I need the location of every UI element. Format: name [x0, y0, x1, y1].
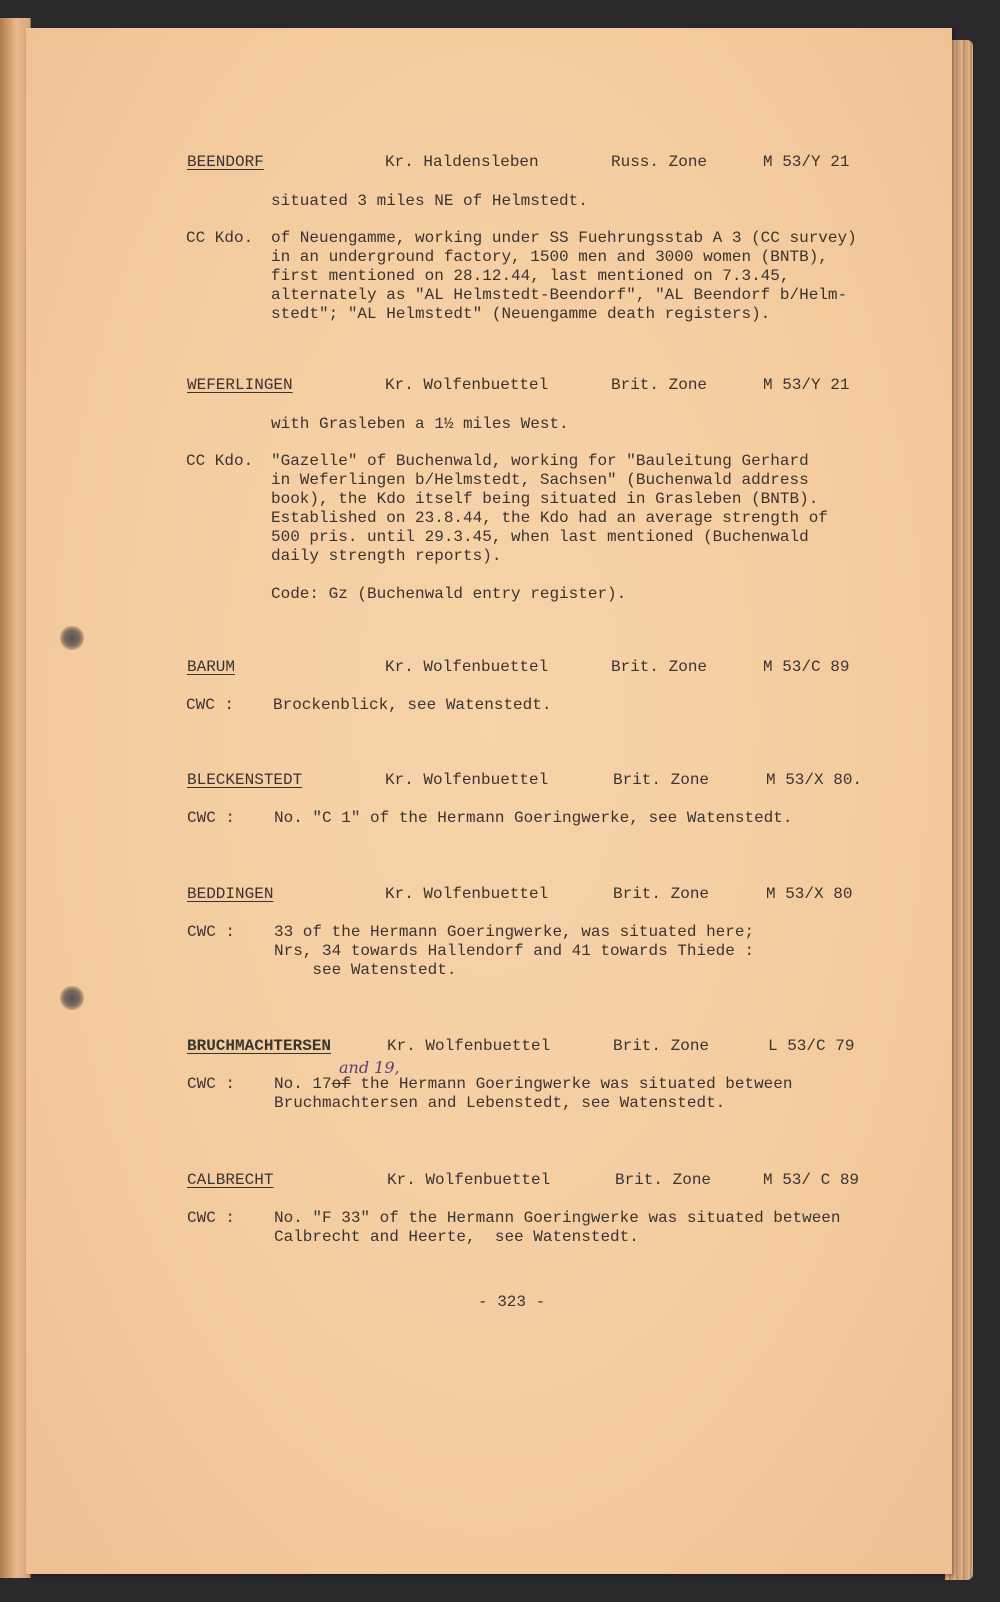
entry-label: CWC :: [187, 923, 236, 941]
district: Kr. Haldensleben: [385, 153, 539, 171]
entry-text: Brockenblick, see Watenstedt.: [273, 696, 552, 714]
entry-text-line1: No. 17of the Hermann Goeringwerke was situated between: [274, 1075, 793, 1093]
zone: Russ. Zone: [611, 153, 708, 171]
district: Kr. Wolfenbuettel: [387, 1171, 551, 1189]
map-reference: M 53/ C 89: [763, 1171, 860, 1189]
entry-label: CWC :: [187, 1075, 236, 1093]
punch-hole-icon: [60, 986, 84, 1010]
place-name: BEDDINGEN: [187, 885, 274, 903]
code-line: Code: Gz (Buchenwald entry register).: [271, 585, 627, 603]
entry-label: CC Kdo.: [186, 452, 254, 470]
district: Kr. Wolfenbuettel: [385, 376, 549, 394]
entry-text: "Gazelle" of Buchenwald, working for "Bauleitung Gerhard in Weferlingen b/Helmstedt, Sachsen" (Buchenwald address book), the Kdo itself being situated in Grasleben (BNTB). Established on 23.8.44, the Kdo had an average strength of 500 pris. until 29.3.45, when last mentioned (Buchenwald daily strength reports).: [271, 452, 828, 565]
entry-label: CWC :: [187, 809, 236, 827]
place-name: BARUM: [187, 658, 236, 676]
entry-text: of Neuengamme, working under SS Fuehrungsstab A 3 (CC survey) in an underground factory, 1500 men and 3000 women (BNTB), first mentioned on 28.12.44, last mentioned on 7.3.45, alternately as "AL Helmstedt-Beendorf", "AL Beendorf b/Helm- stedt"; "AL Helmstedt" (Neuengamme death registers).: [271, 229, 857, 323]
entry-label: CC Kdo.: [186, 229, 254, 247]
map-reference: M 53/Y 21: [763, 153, 850, 171]
zone: Brit. Zone: [613, 1037, 710, 1055]
struck-word: of: [331, 1075, 351, 1093]
district: Kr. Wolfenbuettel: [387, 1037, 551, 1055]
map-reference: M 53/X 80: [766, 885, 853, 903]
location-note: with Grasleben a 1½ miles West.: [271, 415, 569, 433]
place-name: BRUCHMACHTERSEN: [187, 1037, 332, 1055]
entry-text-line2: Bruchmachtersen and Lebenstedt, see Watenstedt.: [274, 1094, 726, 1112]
district: Kr. Wolfenbuettel: [385, 885, 549, 903]
zone: Brit. Zone: [611, 376, 708, 394]
handwritten-insertion: and 19,: [339, 1058, 400, 1077]
district: Kr. Wolfenbuettel: [385, 771, 549, 789]
page-number: - 323 -: [478, 1293, 546, 1311]
entry-text: No. "C 1" of the Hermann Goeringwerke, see Watenstedt.: [274, 809, 793, 827]
zone: Brit. Zone: [613, 771, 710, 789]
entry-label: CWC :: [187, 1209, 236, 1227]
place-name: WEFERLINGEN: [187, 376, 293, 394]
map-reference: M 53/C 89: [763, 658, 850, 676]
place-name: CALBRECHT: [187, 1171, 274, 1189]
zone: Brit. Zone: [611, 658, 708, 676]
map-reference: L 53/C 79: [768, 1037, 855, 1055]
place-name: BEENDORF: [187, 153, 264, 171]
location-note: situated 3 miles NE of Helmstedt.: [271, 192, 588, 210]
punch-hole-icon: [60, 626, 84, 650]
district: Kr. Wolfenbuettel: [385, 658, 549, 676]
map-reference: M 53/Y 21: [763, 376, 850, 394]
place-name: BLECKENSTEDT: [187, 771, 303, 789]
entry-text: 33 of the Hermann Goeringwerke, was situated here; Nrs, 34 towards Hallendorf and 41 towards Thiede : see Watenstedt.: [274, 923, 755, 979]
map-reference: M 53/X 80.: [766, 771, 863, 789]
zone: Brit. Zone: [613, 885, 710, 903]
entry-text: No. "F 33" of the Hermann Goeringwerke was situated between Calbrecht and Heerte, see Watenstedt.: [274, 1209, 841, 1246]
paper-sheet: [26, 28, 952, 1574]
zone: Brit. Zone: [615, 1171, 712, 1189]
entry-label: CWC :: [186, 696, 235, 714]
